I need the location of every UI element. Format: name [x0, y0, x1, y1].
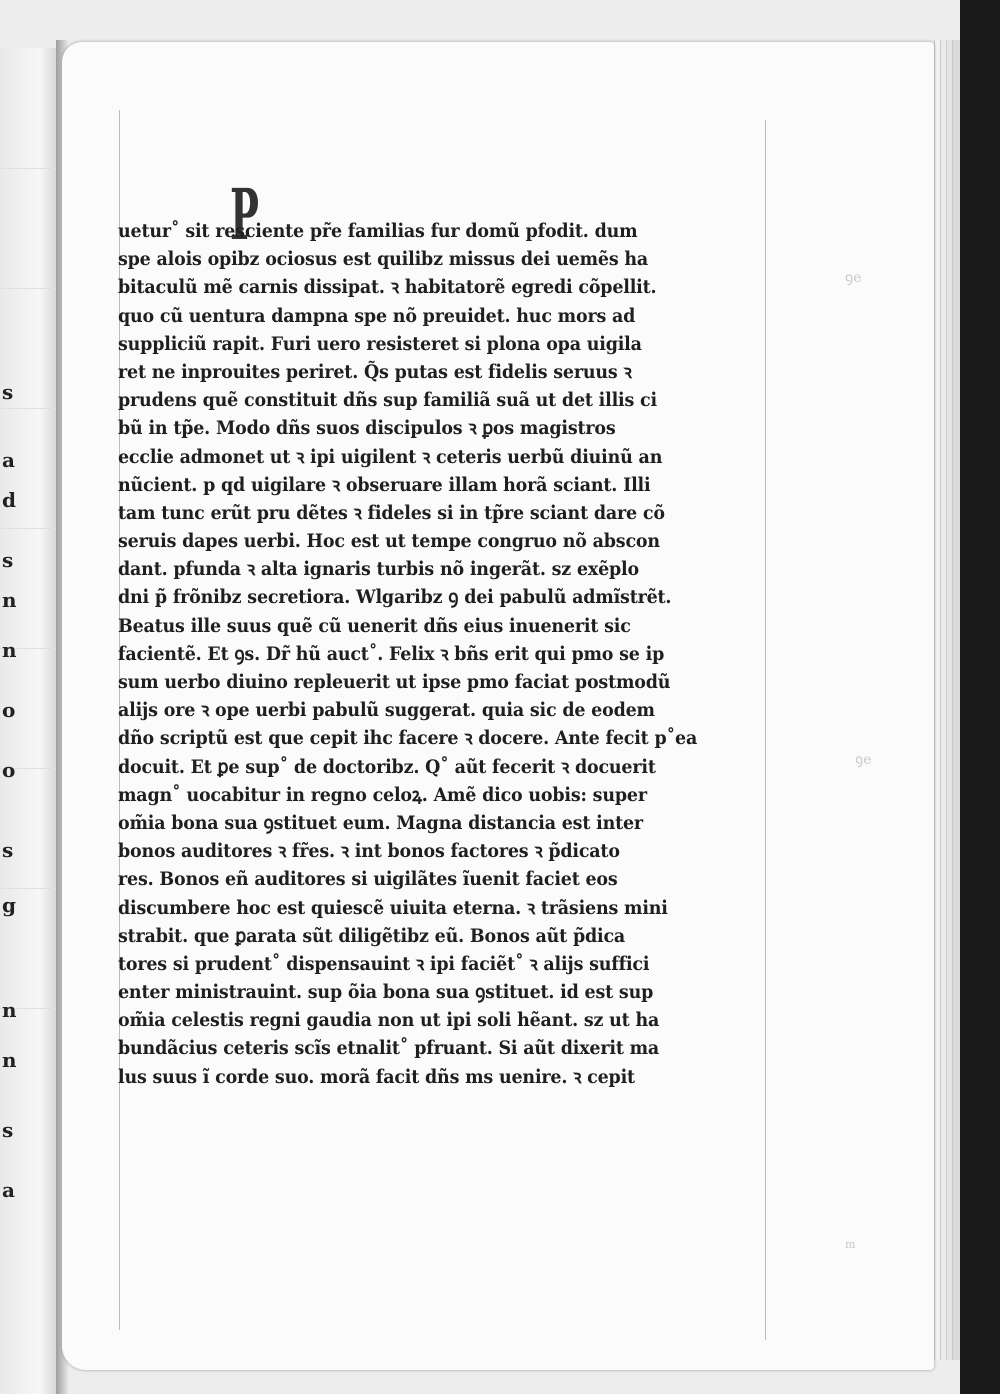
text-line: discumbere hoc est quiescẽ uiuita eterna. ꝛ trãsiens mini — [118, 897, 668, 919]
text-line: om̃ia celestis regni gaudia non ut ipi soli hẽant. sz ut ha — [118, 1010, 660, 1032]
text-line: ecclie admonet ut ꝛ ipi uigilent ꝛ ceteris uerbũ diuinũ an — [118, 446, 663, 468]
left-page-ruling — [0, 168, 56, 169]
text-line: om̃ia bona sua ꝯstituet eum. Magna distancia est inter — [118, 812, 643, 834]
left-page-fragment: o — [2, 758, 16, 782]
text-line: seruis dapes uerbi. Hoc est ut tempe congruo nõ abscon — [118, 531, 660, 553]
text-line: lus suus ĩ corde suo. morã facit dñs ms uenire. ꝛ cepit — [118, 1066, 635, 1088]
left-page-fragment: s — [2, 380, 14, 404]
marginal-note: m — [845, 1238, 856, 1251]
left-page-ruling — [0, 528, 56, 529]
left-page-ruling — [0, 888, 56, 889]
text-line: res. Bonos eñ auditores si uigilãtes ĩuenit faciet eos — [118, 869, 618, 891]
marginal-note: ꝯe — [845, 270, 862, 286]
left-page-fragment: s — [2, 1118, 14, 1142]
left-page-ruling — [0, 288, 56, 289]
text-line: tam tunc erũt pru dẽtes ꝛ fideles si in tp̃re sciant dare cõ — [118, 502, 665, 524]
text-line: sum uerbo diuino repleuerit ut ipse pmo faciat postmodũ — [118, 672, 671, 693]
left-page-fragment: o — [2, 698, 16, 722]
left-page-fragment: g — [2, 893, 16, 917]
left-page-fragment: n — [2, 998, 17, 1022]
text-line: nũcient. p qd uigilare ꝛ obseruare illam horã sciant. Illi — [118, 474, 651, 496]
text-line: docuit. Et ꝑe sup˚ de doctoribz. Q˚ aũt fecerit ꝛ docuerit — [118, 756, 656, 778]
text-line: uetur˚ sit resciente pr̃e familias fur domũ pfodit. dum — [118, 221, 638, 242]
text-line: strabit. que ꝑarata sũt diligẽtibz eũ. Bonos aũt p̃dica — [118, 925, 626, 947]
left-page-fragment: d — [2, 488, 16, 512]
left-page-ruling — [0, 408, 56, 409]
left-page-fragment: s — [2, 838, 14, 862]
text-line: tores si prudent˚ dispensauint ꝛ ipi faciẽt˚ ꝛ alijs suffici — [118, 953, 650, 975]
left-page-fragment: n — [2, 588, 17, 612]
text-line: dant. pfunda ꝛ alta ignaris turbis nõ ingerãt. sz exẽplo — [118, 559, 639, 581]
text-line: bitaculũ mẽ carnis dissipat. ꝛ habitatorẽ egredi cõpellit. — [118, 277, 657, 299]
marginal-note: ꝯe — [855, 752, 872, 768]
left-page-fragment: n — [2, 638, 17, 662]
text-line: dni p̃ frõnibz secretiora. Wlgaribz ꝯ dei pabulũ admĩstrẽt. — [118, 587, 672, 609]
text-line: alijs ore ꝛ ope uerbi pabulũ suggerat. quia sic de eodem — [118, 700, 655, 722]
text-line: bonos auditores ꝛ fr̃es. ꝛ int bonos factores ꝛ p̃dicato — [118, 841, 620, 863]
text-line: prudens quẽ constituit dñs sup familiã suã ut det illis ci — [118, 390, 657, 412]
left-page-fragment: s — [2, 548, 14, 572]
left-page-fragment: a — [2, 448, 15, 472]
text-line: facientẽ. Et ꝯs. Dr̃ hũ auct˚. Felix ꝛ bñs erit qui pmo se ip — [118, 643, 665, 665]
left-facing-page — [0, 48, 57, 1394]
text-line: suppliciũ rapit. Furi uero resisteret si plona opa uigila — [118, 333, 642, 355]
text-line: spe alois opibz ociosus est quilibz missus dei uemẽs ha — [118, 249, 649, 271]
decorated-initial: P — [230, 173, 259, 256]
left-page-fragment: a — [2, 1178, 15, 1202]
text-line: ret ne inprouites periret. Q̃s putas est fidelis seruus ꝛ — [118, 361, 632, 383]
text-line: bũ in tp̃e. Modo dñs suos discipulos ꝛ ꝑos magistros — [118, 418, 616, 440]
photo-background — [960, 0, 1000, 1394]
text-block — [118, 218, 778, 1092]
text-line: quo cũ uentura dampna spe nõ preuidet. huc mors ad — [118, 305, 636, 327]
text-line: Beatus ille suus quẽ cũ uenerit dñs eius inuenerit sic — [118, 615, 631, 637]
text-line: bundãcius ceteris scĩs etnalit˚ pfruant. Si aũt dixerit ma — [118, 1038, 660, 1060]
text-line: dño scriptũ est que cepit ihc facere ꝛ docere. Ante fecit p˚ea — [118, 728, 698, 750]
text-line: enter ministrauint. sup õia bona sua ꝯstituet. id est sup — [118, 982, 654, 1004]
left-page-fragment: n — [2, 1048, 17, 1072]
text-line: magn˚ uocabitur in regno celoꝝ. Amẽ dico uobis: super — [118, 784, 647, 806]
